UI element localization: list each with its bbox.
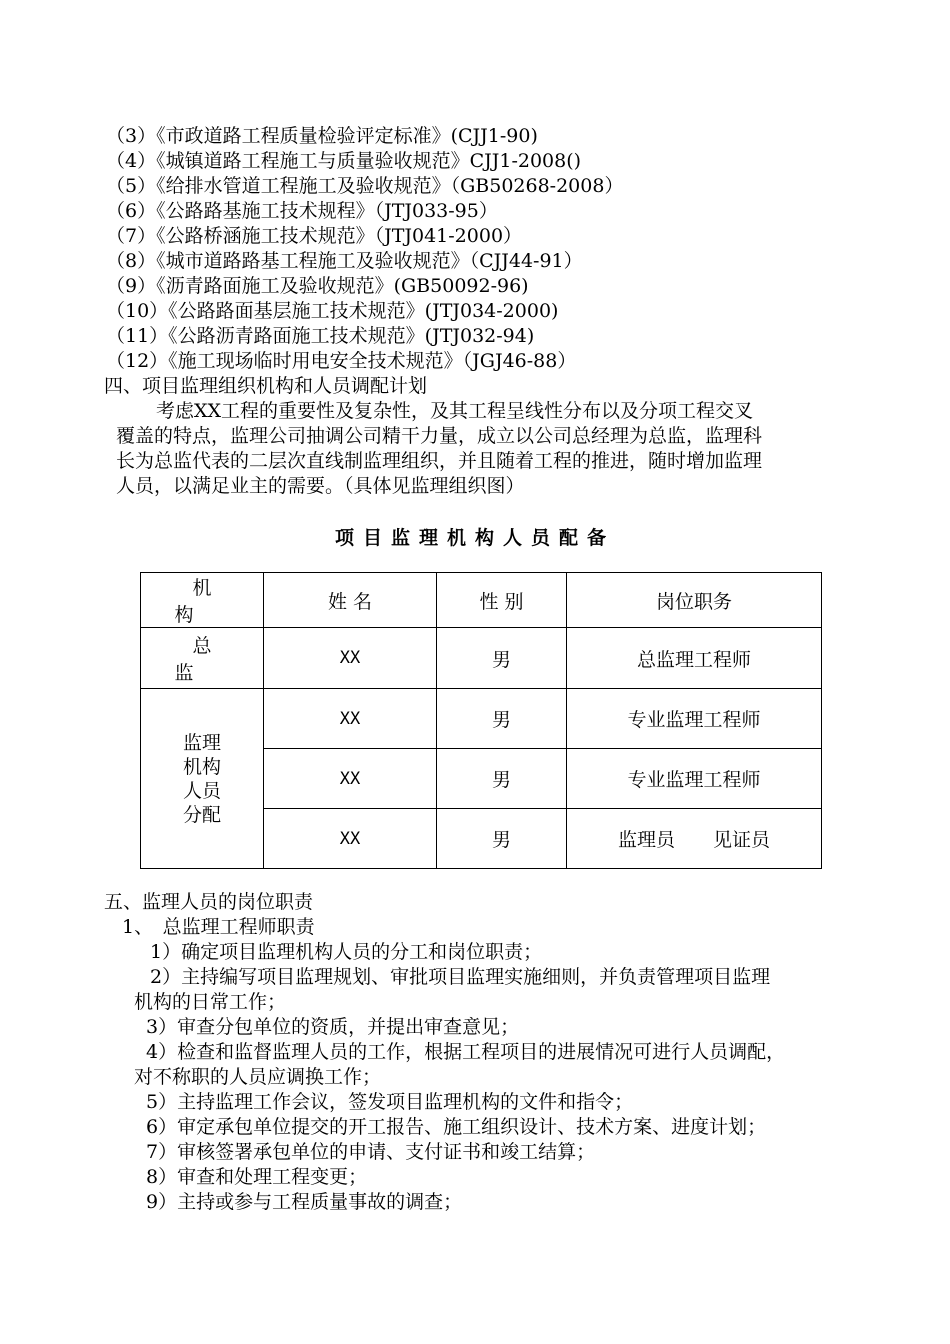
duty-line: 9）主持或参与工程质量事故的调查； (146, 1191, 463, 1213)
header-org: 机构 (174, 577, 248, 626)
duty-line: 2）主持编写项目监理规划、审批项目监理实施细则，并负责管理项目监理 (150, 966, 771, 988)
table-row (141, 628, 822, 689)
post-cell: 总监理工程师 (567, 628, 822, 689)
sub-heading: 1、 总监理工程师职责 (122, 916, 315, 938)
org-label-line: 机构 (182, 755, 221, 778)
org-group-label (183, 731, 221, 827)
header-cell: 岗位职务 (567, 573, 822, 628)
duty-line: 对不称职的人员应调换工作； (134, 1066, 382, 1088)
duty-line: 8）审查和处理工程变更； (146, 1166, 368, 1188)
reference-item: （6）《公路路基施工技术规程》（JTJ033-95） (106, 200, 498, 222)
paragraph-line: 考虑XX工程的重要性及复杂性，及其工程呈线性分布以及分项工程交叉 (156, 400, 754, 422)
post-cell: 专业监理工程师 (567, 749, 822, 809)
name-cell: XX (264, 689, 437, 749)
gender-cell: 男 (437, 749, 567, 809)
gender-cell: 男 (437, 809, 567, 869)
name-cell: XX (264, 749, 437, 809)
name-cell: XX (264, 809, 437, 869)
post-cell: 专业监理工程师 (567, 689, 822, 749)
header-cell: 性 别 (437, 573, 567, 628)
section-heading: 五、监理人员的岗位职责 (104, 891, 314, 913)
duty-line: 3）审查分包单位的资质，并提出审查意见； (146, 1016, 520, 1038)
duty-line: 机构的日常工作； (134, 991, 287, 1013)
table-row (141, 689, 822, 749)
section-heading: 四、项目监理组织机构和人员调配计划 (104, 375, 428, 397)
duty-line: 1）确定项目监理机构人员的分工和岗位职责； (150, 941, 543, 963)
duty-line: 7）审核签署承包单位的申请、支付证书和竣工结算； (146, 1141, 596, 1163)
org-label-line: 人员 (182, 779, 221, 802)
header-cell: 姓 名 (264, 573, 437, 628)
duty-line: 6）审定承包单位提交的开工报告、施工组织设计、技术方案、进度计划； (146, 1116, 767, 1138)
duty-line: 5）主持监理工作会议，签发项目监理机构的文件和指令； (146, 1091, 634, 1113)
reference-item: （8）《城市道路路基工程施工及验收规范》（CJJ44-91） (106, 250, 583, 272)
org-chief: 总监 (174, 635, 248, 684)
org-cell (141, 628, 264, 689)
gender-cell: 男 (437, 689, 567, 749)
reference-item: （11）《公路沥青路面施工技术规范》(JTJ032-94) (106, 325, 535, 347)
name-cell: XX (264, 628, 437, 689)
paragraph-line: 长为总监代表的二层次直线制监理组织，并且随着工程的推进，随时增加监理 (116, 450, 763, 472)
org-group-cell (141, 689, 264, 869)
paragraph-line: 人员，以满足业主的需要。（具体见监理组织图） (116, 475, 525, 497)
org-label-line: 分配 (182, 803, 221, 826)
reference-item: （3）《市政道路工程质量检验评定标准》(CJJ1-90) (106, 125, 538, 147)
org-label-line: 监理 (182, 731, 221, 754)
reference-item: （5）《给排水管道工程施工及验收规范》（GB50268-2008） (106, 175, 624, 197)
reference-item: （7）《公路桥涵施工技术规范》（JTJ041-2000） (106, 225, 523, 247)
reference-item: （9）《沥青路面施工及验收规范》(GB50092-96) (106, 275, 529, 297)
reference-item: （12）《施工现场临时用电安全技术规范》（JGJ46-88） (106, 350, 577, 372)
header-cell (141, 573, 264, 628)
post-cell: 监理员 见证员 (567, 809, 822, 869)
table-header-row (141, 573, 822, 628)
table-title: 项目监理机构人员配备 (334, 527, 615, 549)
staff-table (140, 572, 822, 869)
duty-line: 4）检查和监督监理人员的工作，根据工程项目的进展情况可进行人员调配， (146, 1041, 786, 1063)
reference-item: （10）《公路路面基层施工技术规范》(JTJ034-2000) (106, 300, 559, 322)
reference-item: （4）《城镇道路工程施工与质量验收规范》CJJ1-2008() (106, 150, 582, 172)
paragraph-line: 覆盖的特点，监理公司抽调公司精干力量，成立以公司总经理为总监，监理科 (116, 425, 763, 447)
gender-cell: 男 (437, 628, 567, 689)
